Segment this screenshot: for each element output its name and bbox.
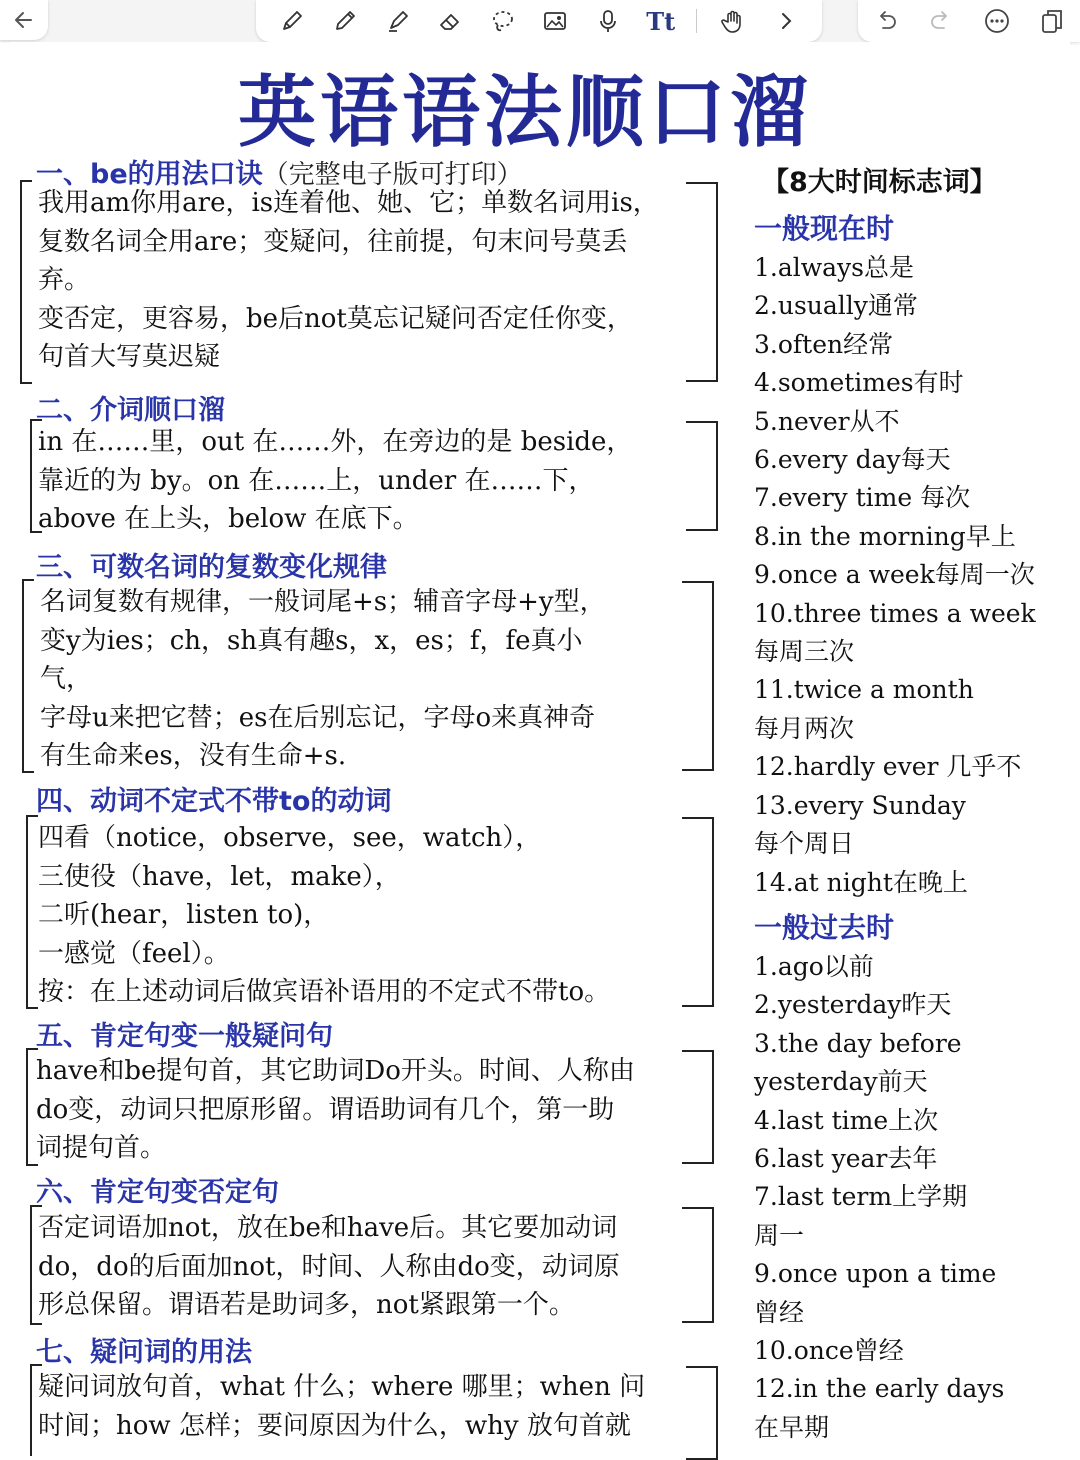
sidebar-title: 【8大时间标志词】 [762,167,997,198]
section-box [30,1366,718,1456]
time-marker-item: 14.at night在晚上 [754,867,968,897]
redo-icon[interactable] [927,7,955,35]
section-box [22,581,714,771]
time-marker-item: 1.always总是 [754,253,915,282]
section-box [26,1050,714,1164]
text-line: 否定词语加not，放在be和have后。其它要加动词 [38,1213,618,1243]
text-line: 有生命来es，没有生命+s. [40,741,347,771]
chevron-right-icon[interactable] [769,6,803,36]
section-box [26,817,714,1007]
section-box [30,1207,714,1323]
page-title: 英语语法顺口溜 [237,68,812,158]
section-heading: 三、可数名词的复数变化规律 [36,552,387,583]
time-marker-item: 1.ago以前 [754,951,874,981]
section-box [30,421,718,534]
text-line: 弃。 [38,265,91,295]
time-marker-item: 7.last term上学期 [754,1182,968,1212]
pencil-icon[interactable] [328,6,362,36]
section-text [32,1366,718,1445]
time-marker-item: 每月两次 [754,713,855,743]
time-marker-item: 10.three times a week [754,598,1036,628]
time-marker-item: 3.the day before [754,1028,962,1058]
section-text [32,421,718,539]
section-heading: 五、肯定句变一般疑问句 [36,1021,333,1052]
printable-note: （完整电子版可打印） [262,160,523,190]
time-marker-item: 13.every Sunday [754,790,966,820]
time-marker-item: 4.sometimes有时 [754,368,964,398]
time-marker-item: yesterday前天 [754,1067,928,1097]
time-marker-item: 4.last time上次 [754,1105,939,1135]
text-line: 四看（notice，observe，see，watch）， [38,823,542,853]
undo-icon[interactable] [872,7,900,35]
tense-heading: 一般过去时 [754,910,895,944]
section-text [24,581,714,776]
time-marker-item: 5.never从不 [754,406,900,436]
time-marker-item: 8.in the morning早上 [754,521,1016,551]
text-line: 名词复数有规律，一般词尾+s；辅音字母+y型， [40,587,606,617]
drawing-tools [256,0,822,42]
text-line: 字母u来把它替；es在后别忘记，字母o来真神奇 [40,702,596,733]
time-marker-item: 3.often经常 [754,329,894,359]
section-box [20,182,718,382]
section-heading: 七、疑问词的用法 [36,1337,252,1368]
toolbar-divider [696,9,697,33]
section-heading: 二、介词顺口溜 [36,395,225,426]
text-line: above 在上头，below 在底下。 [38,504,419,534]
text-line: 按：在上述动词后做宾语补语用的不定式不带to。 [38,977,611,1007]
text-line: 形总保留。谓语若是助词多，not紧跟第一个。 [38,1290,575,1320]
time-marker-item: 周一 [754,1220,805,1250]
time-marker-item: 10.once曾经 [754,1335,904,1365]
time-marker-item: 9.once a week每周一次 [754,560,1035,590]
right-tools [858,0,1080,42]
top-toolbar [0,0,1080,42]
time-marker-item: 曾经 [754,1297,805,1327]
time-marker-item: 在早期 [754,1412,830,1442]
text-line: 靠近的为 by。on 在……上，under 在……下， [38,465,595,496]
section-heading: 六、肯定句变否定句 [36,1177,279,1208]
text-line: 疑问词放句首，what 什么；where 哪里；when 问 [38,1372,646,1402]
text-line: 二听(hear，listen to)， [38,900,330,930]
eraser-icon[interactable] [433,6,467,36]
pen-icon[interactable] [275,6,309,36]
time-marker-item: 9.once upon a time [754,1259,997,1289]
microphone-icon[interactable] [591,6,625,36]
section-text [22,182,718,377]
section-text [28,1050,714,1168]
back-arrow-icon[interactable] [0,0,48,40]
text-line: 气， [40,664,93,694]
text-line: do变，动词只把原形留。谓语助词有几个，第一助 [36,1094,615,1125]
text-line: 词提句首。 [36,1133,167,1163]
section-text [32,1207,714,1325]
more-icon[interactable] [983,7,1011,35]
lasso-icon[interactable] [486,6,520,36]
text-line: 我用am你用are，is连着他、她、它；单数名词用is， [38,188,659,218]
time-marker-item: 12.in the early days [754,1374,1005,1404]
text-line: 变否定，更容易，be后not莫忘记疑问否定任你变， [38,303,633,334]
time-marker-item: 6.every day每天 [754,445,951,475]
time-marker-item: 每周三次 [754,637,855,667]
time-marker-item: 7.every time 每次 [754,483,971,513]
section-text [28,817,714,1012]
text-line: 一感觉（feel）。 [38,938,230,969]
text-line: do，do的后面加not，时间、人称由do变，动词原 [38,1251,620,1282]
text-line: have和be提句首，其它助词Do开头。时间、人称由 [36,1056,635,1086]
text-line: 变y为ies；ch，sh真有趣s，x，es；f，fe真小 [40,625,583,656]
highlighter-icon[interactable] [381,6,415,36]
text-line: 时间；how 怎样；要问原因为什么，why 放句首就 [38,1410,631,1441]
time-marker-item: 12.hardly ever 几乎不 [754,752,1022,782]
text-tool-icon[interactable]: Tt [646,6,676,36]
text-line: in 在……里，out 在……外，在旁边的是 beside， [38,427,633,457]
note-page [10,42,1070,1440]
time-marker-item: 6.last year去年 [754,1143,938,1173]
time-marker-item: 11.twice a month [754,675,974,705]
text-line: 三使役（have，let，make）， [38,861,401,892]
text-line: 复数名词全用are；变疑问，往前提，句末问号莫丢 [38,226,628,257]
time-marker-item: 2.usually通常 [754,291,918,321]
time-marker-item: 每个周日 [754,829,855,859]
time-marker-item: 2.yesterday昨天 [754,990,952,1020]
section-heading-text: 一、be的用法口诀 [36,159,263,190]
section-heading: 四、动词不定式不带to的动词 [36,786,392,817]
text-line: 句首大写莫迟疑 [38,342,221,372]
pages-icon[interactable] [1038,7,1066,35]
tense-heading: 一般现在时 [754,212,895,245]
time-markers-sidebar [754,160,1070,1447]
image-icon[interactable] [538,6,572,36]
hand-icon[interactable] [716,6,750,36]
